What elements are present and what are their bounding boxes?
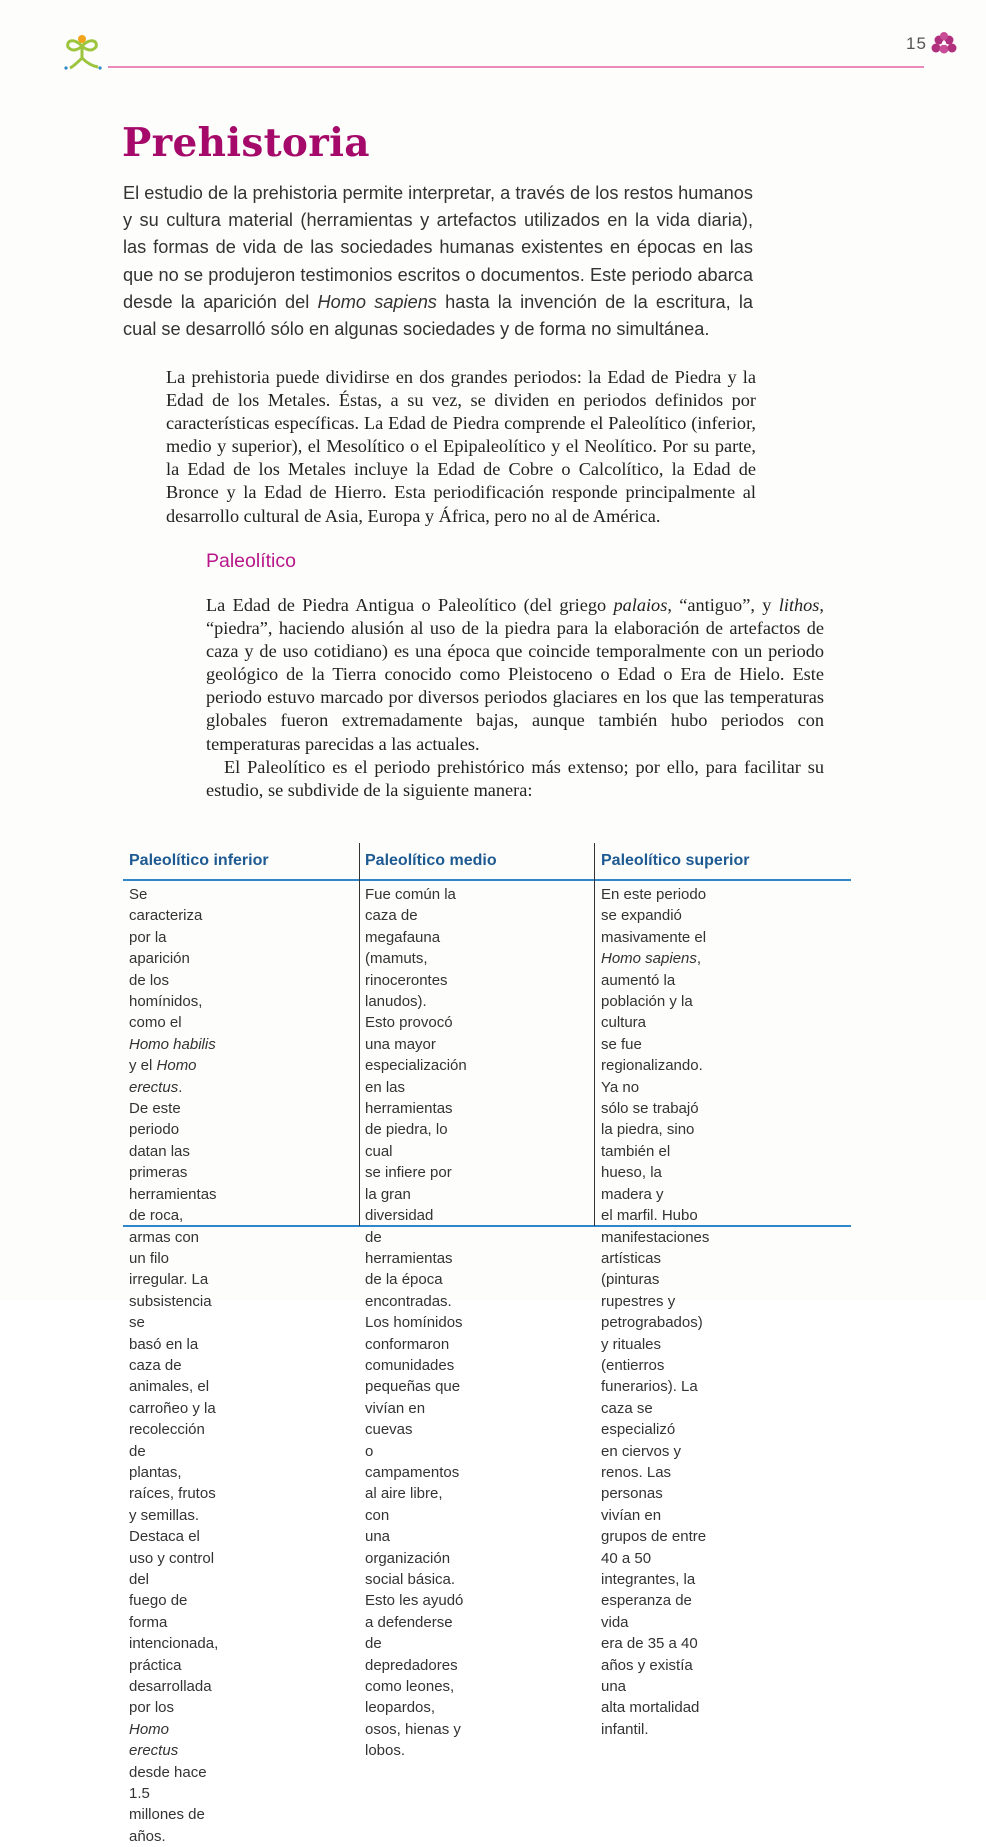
cell-italic-term: Homo erectus [129,1057,197,1096]
greek-term-palaios: palaios [613,595,668,615]
flower-cluster-icon [930,32,958,56]
cell-text: , aumentó la población y la cultura se fue regionalizando. Ya no sólo se trabajó la piedra, sino también el hueso, la madera y el marfil. Hubo manifestaciones artísticas (pinturas rupestres y petrograbados) y rituales (entierros funerarios). La caza se especializó en ciervos y renos. Las personas vivían en grupos de entre 40 a 50 integrantes, la esperanza de vida era de 35 a 40 años y existía una alta mortalidad infantil. [601,950,710,1738]
cell-italic-term: Homo erectus [129,1720,179,1760]
greek-term-lithos: lithos [778,595,820,615]
column-text-inferior [129,884,218,1847]
column-text-superior [601,884,709,1740]
section-heading-paleolithic: Paleolítico [206,550,296,572]
table-bottom-rule [123,1225,851,1227]
intro-text-1: El estudio de la prehistoria permite interpretar, a través de los restos humanos y su cultura material (herramientas y artefactos utilizados en la vida diaria), las formas de vida de las sociedades humanas existentes en épocas en las que no se produjeron testimonios escritos o documentos. Este periodo abarca desde la aparición del [123,183,753,312]
intro-paragraph [123,180,753,343]
cell-text: y el [129,1057,157,1075]
column-heading-superior: Paleolítico superior [601,852,750,869]
column-heading-inferior: Paleolítico inferior [129,852,269,869]
intro-text-2: hasta la invención de la escritura, la cual se desarrolló sólo en algunas sociedades y de forma no simultánea. [123,291,753,340]
cell-text: . De este periodo datan las primeras herramientas de roca, armas con un filo irregular. La subsistencia se basó en la caza de animales, el carroñeo y la recolección de plantas, raíces, frutos y semillas. Destaca el uso y control del fuego de forma intencionada, práctica desarrollada por los [129,1078,219,1717]
paleolithic-table [123,843,851,1845]
paleolithic-text-3: , “piedra”, haciendo alusión al uso de la piedra para la elaboración de artefactos de caza y de uso cotidiano) es una época que coincide temporalmente con un periodo geológico de la Tierra conocido como Pleistoceno o Edad o Era de Hielo. Este periodo estuvo marcado por diversos periodos glaciares en los que las temperaturas globales fueron extremadamente bajas, aunque también hubo periodos con temperaturas parecidas a las actuales. [206,595,824,754]
cell-text: Se caracteriza por la aparición de los homínidos, como el [129,886,203,1032]
column-divider [594,843,595,1226]
sprout-figure-icon [60,32,104,72]
paleolithic-text-1: La Edad de Piedra Antigua o Paleolítico (del griego [206,595,614,615]
paleolithic-paragraph [206,594,824,756]
page-number: 15 [906,34,927,53]
column-divider [359,843,360,1226]
table-header-rule [123,879,851,881]
paleolithic-text-2: , “antiguo”, y [667,595,779,615]
intro-italic-term: Homo sapiens [317,291,437,312]
prehistory-periods-paragraph: La prehistoria puede dividirse en dos grandes periodos: la Edad de Piedra y la Edad de los Metales. Éstas, a su vez, se dividen en periodos definidos por características específicas. La Edad de Piedra comprende el Paleolítico (inferior, medio y superior), el Mesolítico o el Epipaleolítico y el Neolítico. Por su parte, la Edad de los Metales incluye la Edad de Cobre o Calcolítico, la Edad de Bronce y la Edad de Hierro. Esta periodificación responde principalmente al desarrollo cultural de Asia, Europa y África, pero no al de América. [166,367,756,526]
header-rule [108,66,924,68]
subdivision-paragraph: El Paleolítico es el periodo prehistórico más extenso; por ello, para facilitar su estudio, se subdivide de la siguiente manera: [206,757,824,801]
column-text-medio [365,884,467,1762]
cell-text: desde hace 1.5 millones de años. [129,1763,207,1845]
column-heading-medio: Paleolítico medio [365,852,497,869]
page-title: Prehistoria [122,120,370,166]
cell-italic-term: Homo habilis [129,1035,216,1053]
cell-text: En este periodo se expandió masivamente el [601,886,707,946]
cell-text: Fue común la caza de megafauna (mamuts, rinocerontes lanudos). Esto provocó una mayor especialización en las herramientas de piedra, lo cual se infiere por la gran diversidad de herramientas de la época encontradas. Los homínidos conformaron comunidades pequeñas que vivían en cuevas o campamentos al aire libre, con una organización social básica. Esto les ayudó a defenderse de depredadores como leones, leopardos, osos, hienas y lobos. [365,886,467,1760]
cell-italic-term: Homo sapiens [601,950,697,968]
